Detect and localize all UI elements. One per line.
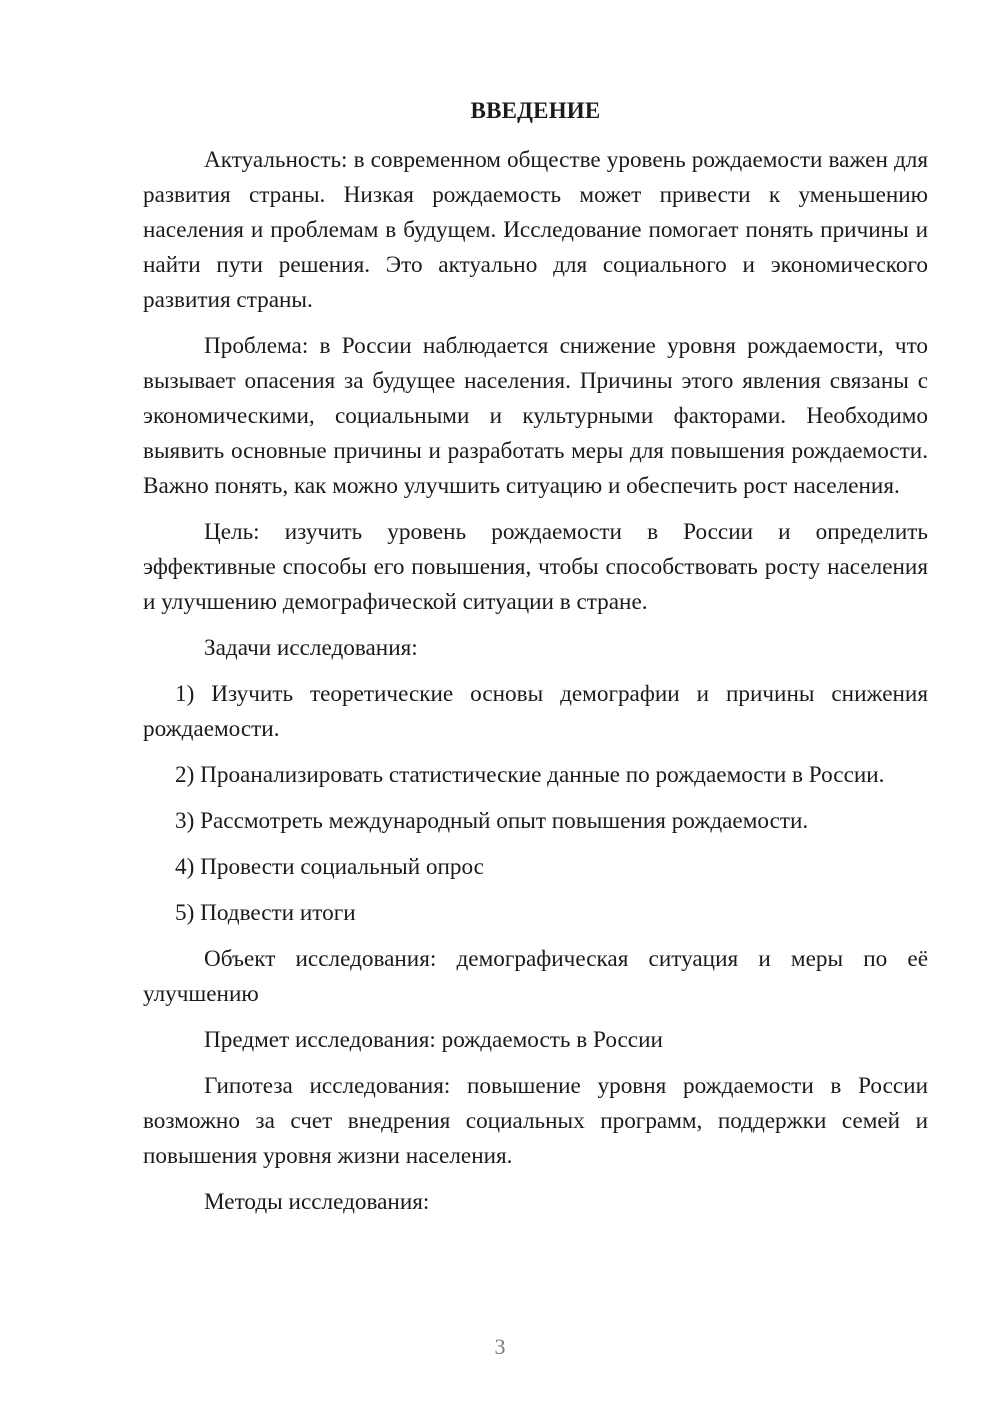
- task-item-2: 2) Проанализировать статистические данные по рождаемости в России.: [175, 762, 885, 788]
- task-item-1: 1) Изучить теоретические основы демографии и причины снижения рождаемости.: [143, 681, 928, 742]
- paragraph-relevance: Актуальность: в современном обществе уровень рождаемости важен для развития страны. Низкая рождаемость может привести к уменьшению населения и проблемам в будущем. Исследование помогает понять причины и найти пути решения. Это актуально для социального и экономического развития страны.: [143, 147, 928, 313]
- paragraph-methods: Методы исследования:: [204, 1189, 430, 1215]
- task-item-3: 3) Рассмотреть международный опыт повышения рождаемости.: [175, 808, 809, 834]
- task-item-5: 5) Подвести итоги: [175, 900, 356, 926]
- page-title: ВВЕДЕНИЕ: [470, 98, 601, 123]
- paragraph-goal: Цель: изучить уровень рождаемости в России и определить эффективные способы его повышения, чтобы способствовать росту населения и улучшению демографической ситуации в стране.: [143, 519, 928, 615]
- task-item-4: 4) Провести социальный опрос: [175, 854, 484, 880]
- paragraph-object: Объект исследования: демографическая ситуация и меры по её улучшению: [143, 946, 928, 1007]
- paragraph-subject: Предмет исследования: рождаемость в России: [204, 1027, 663, 1053]
- page-number: 3: [494, 1334, 506, 1359]
- paragraph-tasks-heading: Задачи исследования:: [204, 635, 418, 661]
- paragraph-problem: Проблема: в России наблюдается снижение уровня рождаемости, что вызывает опасения за будущее населения. Причины этого явления связаны с экономическими, социальными и культурными факторами. Необходимо выявить основные причины и разработать меры для повышения рождаемости. Важно понять, как можно улучшить ситуацию и обеспечить рост населения.: [143, 333, 928, 499]
- paragraph-hypothesis: Гипотеза исследования: повышение уровня рождаемости в России возможно за счет внедрения социальных программ, поддержки семей и повышения уровня жизни населения.: [143, 1073, 928, 1169]
- document-body: [143, 143, 928, 1231]
